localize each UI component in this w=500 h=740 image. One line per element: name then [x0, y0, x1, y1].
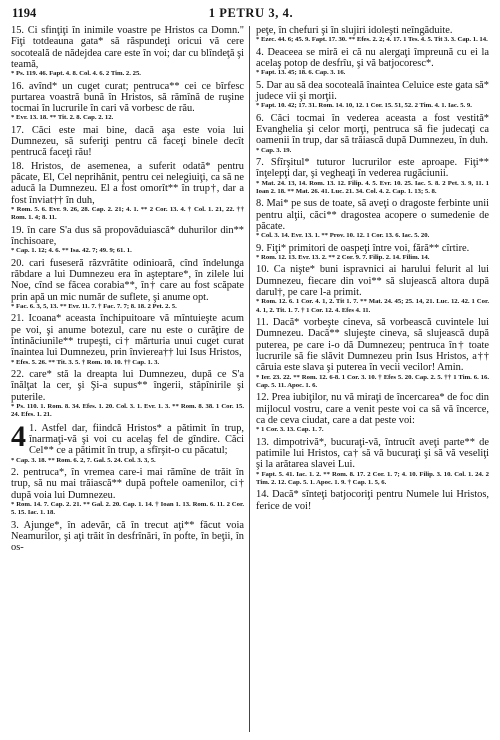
verse	[256, 489, 489, 512]
cross-references: * Ezec. 44. 6; 45. 9. Fapt. 17. 30. ** Efes. 2. 2; 4. 17. 1 Tes. 4. 5. Tit 3. 3. Cap. 1. 14.	[256, 36, 488, 44]
verse-text: peţe, în chefuri şi în slujiri idoleşti neîngăduite.	[256, 25, 453, 36]
running-head: 1 PETRU 3, 4.	[208, 6, 294, 20]
verse	[11, 81, 244, 123]
column-divider	[249, 26, 250, 732]
verse	[11, 125, 244, 159]
verse-text: 22. care* stă la dreapta lui Dumnezeu, după ce S'a înălţat la cer, şi Şi-a supus** îngerii, stăpînirile şi puterile.	[11, 368, 244, 403]
verse	[11, 520, 244, 554]
verse-text: 16. avînd* un cuget curat; pentruca** cei ce bîrfesc purtarea voastră bună în Hristos, să rămînă de ruşine tocmai în lucrurile în cari vă vorbesc de rău.	[11, 80, 244, 115]
verse	[256, 47, 489, 78]
verse	[256, 317, 489, 390]
verse	[11, 369, 244, 420]
verse	[256, 243, 489, 263]
verse-text: 11. Dacă* vorbeşte cineva, să vorbească cuvintele lui Dumnezeu. Dacă** slujeşte cineva, să slujească după puterea, pe care i-o dă Dumnezeu; pentruca în† toate lucrurile să fie slăvit Dumnezeu prin Isus Hristos, a†† căruia este slava şi puterea în vecii vecilor! Amin.	[256, 317, 489, 374]
verse-text: 9. Fiţi* primitori de oaspeţi între voi, fără** cîrtire.	[256, 242, 470, 254]
verse-text: 7. Sfîrşitul* tuturor lucrurilor este aproape. Fiţi** înţelepţi dar, şi vegheaţi în vederea rugăciunii.	[256, 157, 489, 180]
verse-text: 2. pentruca*, în vremea care-i mai rămîne de trăit în trup, să nu mai trăiască** după poftele oamenilor, ci† după voia lui Dumnezeu.	[11, 466, 244, 501]
verse-text: 8. Mai* pe sus de toate, să aveţi o dragoste ferbinte unii pentru alţii, căci** dragostea acopere o sumedenie de păcate.	[256, 198, 489, 232]
verse	[11, 467, 244, 518]
cross-references: * Fapt. 5. 41. Iac. 1. 2. ** Rom. 8. 17. 2 Cor. 1. 7; 4. 10. Filip. 3. 10. Col. 1. 24. 2 Tim. 2. 12. Cap. 5. 1. Apoc. 1. 9. † Cap. 1. 5, 6.	[256, 470, 489, 486]
cross-references: * Efes. 5. 26. ** Tit. 3. 5. † Rom. 10. 10. †† Cap. 1. 3.	[11, 358, 160, 366]
verse-text: 14. Dacă* sînteţi batjocoriţi pentru Numele lui Hristos, ferice de voi!	[256, 489, 489, 512]
page-number: 1194	[12, 6, 37, 20]
verse-text: 20. cari fuseseră răzvrătite odinioară, cînd îndelunga răbdare a lui Dumnezeu era în aşteptare*, în zilele lui Noe, cînd se făcea corabia**, în† care au fost scăpate prin apă un mic număr de suflete, şi anume opt.	[11, 257, 244, 303]
cross-references: * Cap. 3. 18. ** Rom. 6. 2, 7. Gal. 5. 24. Col. 3. 3, 5.	[11, 456, 156, 464]
verse	[256, 157, 489, 196]
verse-text: 3. Ajunge*, în adevăr, că în trecut aţi** făcut voia Neamurilor, şi aţi trăit în desfrînări, în pofte, în beţii, în os-	[11, 519, 244, 554]
cross-references: * Fac. 6. 3, 5, 13. ** Evr. 11. 7. † Fac. 7. 7; 8. 18. 2 Pet. 2. 5.	[11, 302, 177, 310]
cross-references: * Evr. 13. 18. ** Tit. 2. 8. Cap. 2. 12.	[11, 114, 114, 122]
verse-text: 19. în care S'a dus să propovăduiască* duhurilor din** închisoare,	[11, 224, 244, 248]
verse	[256, 437, 489, 488]
cross-references: * Rom. 14. 7. Cap. 2. 21. ** Gal. 2. 20. Cap. 1. 14. † Ioan 1. 13. Rom. 6. 11. 2 Cor. 5. 15. Iac. 1. 18.	[11, 500, 244, 517]
verse	[11, 25, 244, 79]
verse	[256, 25, 489, 45]
verse-text: 6. Căci tocmai în vederea aceasta a fost vestită* Evanghelia şi celor morţi, pentruca să fie judecaţi ca oamenii în trup, dar să trăiască după Dumnezeu, în duh.	[256, 112, 489, 147]
cross-references: * Fapt. 13. 45; 18. 6. Cap. 3. 16.	[256, 69, 346, 77]
verse	[256, 264, 489, 315]
verse	[256, 113, 489, 155]
cross-references: * Cap. 1. 12; 4. 6. ** Isa. 42. 7; 49. 9; 61. 1.	[11, 247, 132, 255]
chapter-number: 4	[11, 419, 26, 453]
verse-text: 18. Hristos, de asemenea, a suferit odată* pentru păcate, El, Cel neprihănit, pentru cei nelegiuiţi, ca să ne aducă la Dumnezeu. El a fost omorît** în trup†, dar a fost înviat†† în duh,	[11, 160, 244, 206]
verse	[11, 313, 244, 367]
verse-text: 1. Astfel dar, fiindcă Hristos* a pătimit în trup, înarmaţi-vă şi voi cu acelaş fel de gîndire. Căci Cel** ce a pătimit în trup, a sfîrşit-o cu păcatul;	[29, 422, 244, 457]
right-column	[256, 25, 489, 514]
verse-text: 10. Ca nişte* buni ispravnici ai harului felurit al lui Dumnezeu, fiecare din voi** să slujească altora după darul†, pe care l-a primit.	[256, 264, 489, 298]
cross-references: * Col. 3. 14. Evr. 13. 1. ** Prov. 10. 12. 1 Cor. 13. 6. Iac. 5. 20.	[256, 232, 430, 240]
verse	[11, 161, 244, 223]
verse-text: 15. Ci sfinţiţi în inimile voastre pe Hristos ca Domn." Fiţi totdeauna gata* să răspundeţi oricui vă cere socoteală de nădejdea care este în voi; dar cu blîndeţă şi teamă,	[11, 25, 244, 70]
cross-references: * 1 Cor. 3. 13. Cap. 1. 7.	[256, 426, 324, 434]
verse-text: 17. Căci este mai bine, dacă aşa este voia lui Dumnezeu, să suferiţi pentru că faceţi binele decît pentrucă faceţi rău!	[11, 124, 244, 159]
page-header	[12, 6, 490, 22]
cross-references: * Cap. 3. 19.	[256, 146, 292, 154]
cross-references: * Fapt. 10. 42; 17. 31. Rom. 14. 10, 12. 1 Cor. 15. 51, 52. 2 Tim. 4. 1. Iac. 5. 9.	[256, 102, 472, 110]
verse	[256, 80, 489, 111]
cross-references: * Rom. 12. 6. 1 Cor. 4. 1, 2. Tit 1. 7. ** Mat. 24. 45; 25. 14, 21. Luc. 12. 42. 1 Cor. 4. 1, 2. Tit. 1. 7. † 1 Cor. 12. 4. Efes 4. 11.	[256, 298, 489, 314]
verse	[11, 225, 244, 256]
verse	[256, 392, 489, 434]
cross-references: * Ps. 110. 1. Rom. 8. 34. Efes. 1. 20. Col. 3. 1. Evr. 1. 3. ** Rom. 8. 38. 1 Cor. 15. 24. Efes. 1. 21.	[11, 402, 244, 419]
verse-text: 13. dimpotrivă*, bucuraţi-vă, întrucît aveţi parte** de patimile lui Hristos, ca† să vă bucuraţi şi să vă veseliţi şi la arătarea slavei Lui.	[256, 436, 489, 471]
verse-text: 4. Deaceea se miră ei că nu alergaţi împreună cu ei la acelaş potop de desfrîu, şi vă batjocoresc*.	[256, 46, 489, 69]
cross-references: * Ier. 23. 22. ** Rom. 12. 6-8. 1 Cor. 3. 10. † Efes 5. 20. Cap. 2. 5. †† 1 Tim. 6. 16. Cap. 5. 11. Apoc. 1. 6.	[256, 373, 489, 389]
verse-text: 5. Dar au să dea socoteală înaintea Celuice este gata să* judece vii şi morţii.	[256, 79, 489, 102]
verse-text: 21. Icoana* aceasta închipuitoare vă mîntuieşte acum pe voi, şi anume botezul, care nu este o curăţire de întinăciunile** trupeşti, ci† mărturia unui cuget curat înaintea lui Dumnezeu, prin învierea†† lui Isus Hristos,	[11, 313, 244, 359]
left-column	[11, 25, 244, 556]
verse	[256, 198, 489, 240]
chapter-4-start	[11, 419, 244, 465]
verse	[11, 258, 244, 312]
cross-references: * Mat. 24. 13, 14. Rom. 13. 12. Filip. 4. 5. Evr. 10. 25. Iac. 5. 8. 2 Pet. 3. 9, 11. 1 Ioan 2. 18. ** Mat. 26. 41. Luc. 21. 34. Col. 4. 2. Cap. 1. 13; 5. 8.	[256, 179, 489, 195]
cross-references: * Ps. 119. 46. Fapt. 4. 8. Col. 4. 6. 2 Tim. 2. 25.	[11, 70, 141, 78]
verse-text: 12. Prea iubiţilor, nu vă miraţi de încercarea* de foc din mijlocul vostru, care a venit peste voi ca să vă încerce, ca de ceva ciudat, care a dat peste voi:	[256, 392, 489, 426]
cross-references: * Rom. 5. 6. Evr. 9. 26, 28. Cap. 2. 21; 4. 1. ** 2 Cor. 13. 4. † Col. 1. 21, 22. †† Rom. 1. 4; 8. 11.	[11, 205, 244, 222]
cross-references: * Rom. 12. 13. Evr. 13. 2. ** 2 Cor. 9. 7. Filip. 2. 14. Filim. 14.	[256, 254, 430, 261]
